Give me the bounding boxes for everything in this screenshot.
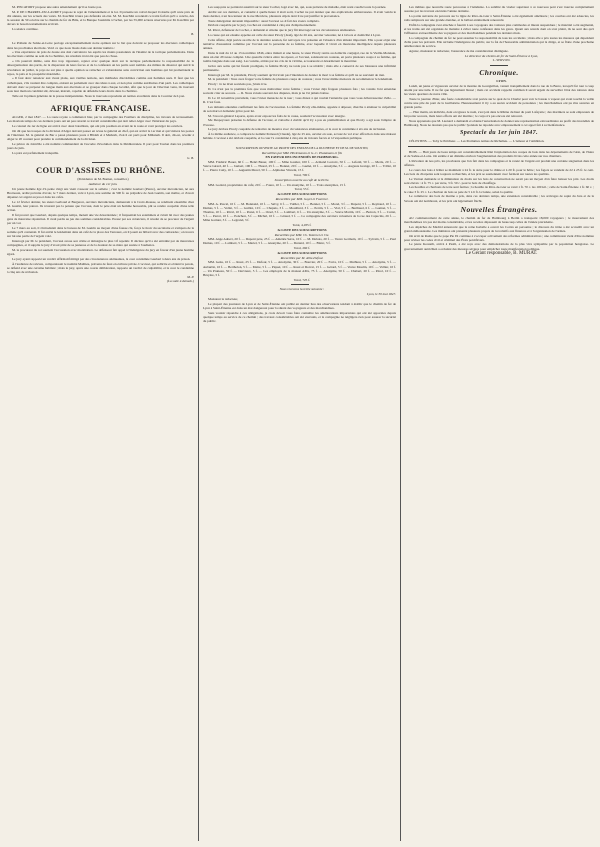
divider xyxy=(92,162,110,163)
paragraph: Nous apprenons que M. Léonard a demandé et obtenu l'autorisation de donner une représentation extraordinaire au profit des incendiés de Hambourg. Nous ne doutons pas que le public lyonnais ne réponde avec empressement à cet appel fait à sa bienfaisance. xyxy=(404,118,594,128)
paragraph: Les soupçons se portèrent aussitôt sur le sieur Cochet, logé avec lui, qui, sous prétexte de maladie, était resté couché toute la journée. xyxy=(208,5,387,9)
paragraph: Telle est l'opinion générale de la presse indépendante. Nous la trouvons reproduite en termes excellents dans le Courrier de Lyon. xyxy=(12,93,185,98)
paragraph: M. le procureur du roi soutient l'accusation avec modération. Le défenseur fait appel à l'indulgence du jury en faveur d'un jeune homme égaré. xyxy=(7,247,194,257)
column-3 xyxy=(404,5,594,841)
paragraph: Cette affaire, déjà portée au rôle de la dernière session, fut renvoyée à la présente en l'absence d'un témoin important. Elle a pour objet une tentative d'assassinat commise par l'accusé sur la personne de sa femme, avec laquelle il vivait en mauvaise intelligence depuis plusieurs années. xyxy=(203,37,396,50)
divider xyxy=(291,284,309,285)
paragraph: Le Vernon demande si la diminution de droits sur les bois de construction ne serait pas un moyen d'en faire baisser les prix. Les droits sont élevés : 4 fr. 75 c. par stère, 3 fr. 50 c. pour le bois de chauffage. xyxy=(404,176,594,185)
signature: G. B. xyxy=(187,155,194,160)
subscription-total: Total, 260 f. xyxy=(293,246,311,251)
spectacle-heading: Spectacle du 1er juin 1847. xyxy=(460,130,538,137)
column-2 xyxy=(203,5,396,841)
letter-signature-name: L. SERVON. xyxy=(492,58,511,63)
subscription-total: Total, 4,185 f. xyxy=(292,223,312,228)
paragraph: Toute la journée d'hier, une foule considérable s'est portée sur le quai de la Charité pour voir le bateau à vapeur qui avait touché la veille contre une pile du pont de la Guillotière. Heureusement il n'y a eu aucun accident de personnes ; les marchandises ont pu être sauvées en grande partie. xyxy=(404,96,594,110)
paragraph: Il fut prouvé que Gaubert, depuis quelque temps, menait une vie désordonnée ; il fréquentait les estaminets et s'était lié avec des jeunes gens de mauvaise réputation. Il avait perdu au jeu des sommes considérables. Pressé par ses créanciers, il résolut de se procurer de l'argent par un vol. xyxy=(7,212,194,226)
letter-date: Lyon, le 30 mai 1847. xyxy=(366,292,396,297)
paragraph: Monsieur le rédacteur, xyxy=(208,296,239,301)
paragraph: M. l'avocat-général Laporte, après avoir exposé les faits de la cause, soutient l'accusation avec énergie. xyxy=(208,113,346,118)
subscription-list: MM. Godard, propriétaire du café, 20 f. — Faure, 10 f. — Un anonyme, 10 f. — Trois anonymes, 15 f. xyxy=(208,182,346,187)
subscription-list: MM. Genu, 10 f. — Roux, 25 f. — Dufour, 5 f. — Anonyme, 30 f. — Bouvier, 20 f. — Favre, 10 f. — Mathieu, 5 f. — Anonyme, 5 f. — Auburtin, 10 f. — Bertholon, 5 f. — Maire, 5 f. — Piquet, 10 f. — Roux et Dorvet, 15 f. — Gérard, 5 f. — Veuve Moulin, 10 f. — Vallier, 10 f. — Un Pruneau, 50 f. — Dervieux, 5 f. — Les employés de la maison Allix, 75 f. — Anonyme, 50 f. — Chabert, 20 f. — Pérol, 10 f. — Bruyère, 5 f. xyxy=(203,260,396,277)
paragraph: D. Le 10 novembre précédent, vous l'aviez menacée de la tuer ; vous disiez à qui voulait l'entendre que vous vous débarrasseriez d'elle. — R. C'est faux. xyxy=(203,95,396,104)
paragraph: On écrit de Rome que le pape Pie IX continue à s'occuper activement des réformes administratives ; une commission vient d'être nommée pour réviser les codes civil et criminel des États pontificaux. xyxy=(404,233,594,242)
paragraph: Grâce aux soins qui lui furent prodigués, la femme Picoly ne tarda pas à se rétablir ; mais elle a conservé de ses blessures une infirmité permanente. xyxy=(203,63,396,72)
section-heading-chronique: Chronique. xyxy=(479,68,519,78)
section-heading-nouvelles: Nouvelles Étrangères. xyxy=(460,204,538,214)
section-heading-afrique: AFRIQUE FRANÇAISE. xyxy=(50,103,151,114)
spectacle-listing: CÉLESTINS. — Toby le Prêcheur. — Les Premières Armes de Richelieu. — L'Amour et l'Ambition. xyxy=(409,138,545,143)
paragraph: Interrogé par M. le président, l'accusé avoue son crime et témoigne le plus vif repentir. Il déclare qu'il a été entraîné par de mauvaises compagnies, et il supplie le jury d'avoir pitié de sa jeunesse et de la douleur de sa mère qui assiste à l'audience. xyxy=(7,239,194,248)
paragraph: Le jury déclare Picoly coupable de tentative de meurtre avec circonstances atténuantes, et la cour le condamne à six ans de réclusion. xyxy=(208,127,386,132)
signature: M. P. xyxy=(187,274,194,279)
paragraph: M. le président : Vous avez frappé votre femme de plusieurs coups de couteau ; vous l'avez même menacée de recommencer le lendemain. xyxy=(208,77,394,82)
paragraph: Dans la nuit du 12 au 13 novembre 1846, entre minuit et une heure, le sieur Picoly rentra au domicile conjugal, rue de la Vieille-Monnaie, dans un état d'ivresse complet. Une querelle s'éleva entre les époux, et l'accusé, saisissant un couteau, en porta plusieurs coups à sa femme, qui tomba baignée dans son sang. Les voisins, attirés par les cris de la victime, accoururent et désarmèrent le meurtrier. xyxy=(203,50,396,64)
paragraph: Déclaré coupable par le jury, Cochet est condamné à cinq ans d'emprisonnement. xyxy=(208,23,317,28)
paragraph: On dit que les troupes de la division d'Alger doivent passer en revue le général en chef, qui est arrivé le 1er mai et qui visitera les postes de l'intérieur. M. le général de Bar a passé plusieurs jours à Blidah et à Médéah, d'où il est parti pour Milianah. Il doit, dit-on, revenir à Alger le 20 courant pour prendre le commandement de la division. xyxy=(7,128,194,142)
paragraph: Les houilles et charbons de terre sont fermes ; la houille de Rive-de-Gier se vend 1 fr. 70 c. les 100 kil. ; celle de Saint-Étienne 1 fr. 60 c. ; le coke 3 fr. 25 c. Le charbon de bois se paie de 5 à 6 fr. la banne, selon la qualité. xyxy=(404,185,594,194)
paragraph: Le prince de Joinville a été nommé commandant de l'escadre d'évolution dans la Méditerranée. Il part pour Toulon dans les premiers jours de juin. xyxy=(7,142,194,151)
subscription-heading: 3e LISTE DES SOUSCRIPTIONS xyxy=(277,227,327,232)
paragraph: Lundi, un jeune et vigoureux ouvrier de la montée du Gourguillon, venant tranquillement dans la rue de la Barre, lorsqu'il fut tout à coup atteint par une tuile. Il ne fut que légèrement blessé ; mais cet accident rappelle combien il serait urgent de surveiller l'état des toitures dans les vieux quartiers de notre ville. xyxy=(404,83,594,97)
column-rule xyxy=(198,4,199,841)
paragraph: La paix est parfaitement tranquille. xyxy=(12,150,59,155)
paragraph: Enfin la compagnie s'est attachée à fournir à ses voyageurs des voitures plus commodes et mieux suspendues ; le matériel a été augmenté, et les trains ont été organisés de manière à éviter toute confusion dans les gares. Quant aux retards dont on s'est plaint, ils ne sont dus qu'à l'affluence extraordinaire des voyageurs et des marchandises pendant les derniers mois. xyxy=(404,22,594,36)
divider xyxy=(291,143,309,144)
subscription-heading: SOUSCRIPTION OUVERTE AU PROFIT DES ENFANS DE LA DUCHESSE ET DE M. DE SOUSTIN, xyxy=(235,145,369,150)
subscription-heading: Souscription ouverte au café de la Perle. xyxy=(274,177,330,182)
paragraph: M. PISCATORY propose une autre amendement qu'il se borne pas. xyxy=(12,5,102,9)
paragraph: La compagnie du chemin de fer ne peut assumer la responsabilité de tous les accidents ; mais elle a pris toutes les mesures qui dépendent d'elle pour les prévenir. Elle réclame l'indulgence du public, sur la foi de l'honorable administration qui la dirige, et se flatte d'une prochaine amélioration du service. xyxy=(404,35,594,49)
subscription-total: Total, 700 f. xyxy=(293,173,311,178)
paragraph: D. Ce n'est pas la première fois que vous maltraitiez votre femme ; vous l'aviez déjà frappée plusieurs fois ; les voisins l'ont entendue souvent crier au secours. — R. Nous avions souvent des disputes, mais je ne l'ai jamais battue. xyxy=(203,86,396,96)
paragraph: Le 12 février dernier, les sieurs Gerbaud et Bergeron, ouvriers mécaniciens, demeurant à la Croix-Rousse, se rendirent ensemble chez M. Guérin, leur patron. Ils n'eurent pas la pensée que l'accusé, dont le père était un homme honorable, pût se rendre coupable d'une telle action. xyxy=(7,199,194,213)
divider xyxy=(490,65,508,66)
column-rule xyxy=(400,4,401,841)
subscription-subheading: Recueillies par M. Allix-Defour. xyxy=(280,255,324,260)
city-heading: LYON. xyxy=(496,79,507,84)
paragraph: Un jeune homme âgé d'à peine vingt ans vient s'asseoir sur la sellette ; c'est le nommé Gaubert (Pierre), ouvrier mécanicien, né aux Brotteaux, arrêté prévenu d'avoir, le 7 mars dernier, volé à Lyon, une somme de 500 fr. au préjudice de Jean Guérin, son maître, et d'avoir dépensé cet argent au jeu et dans les cafés. xyxy=(7,186,194,200)
paragraph: BOIS. — Huit jours de beau temps ont considérablement hâté l'exploitation des coupes de bois dans les départements de l'Ain, de l'Isère et de Saône-et-Loire. On estime à un dixième environ l'augmentation des produits livrés cette année sur nos chantiers. xyxy=(404,149,594,158)
paragraph: À la même audience, a comparu le nommé Pernoud (Claude), âgé de 25 ans, ouvrier en soie, accusé de vol avec effraction dans une maison habitée. L'accusé a été déclaré coupable, et la cour l'a condamné à cinq ans de travaux forcés et à l'exposition publique. xyxy=(203,132,396,141)
paragraph: Le jury ayant rapporté un verdict affirmatif mitigé par des circonstances atténuantes, la cour condamne Gaubert à deux ans de prison. xyxy=(12,256,191,261)
paragraph: M. P. DE CHARREL-DU-LAURET propose le rejet de l'amendement et la loi. Il présente un calcul duquel il résulte qu'il reste près de dix années, sur les actuels des vœux. M. Kœchlin n'aura pas défendre un état. M. M. Kœchlin reconnaît ce traité forfait qu'il a conclu, dès la session du 50 octobre sur le chemin de fer de Bâle, et la Banque l'assimile à l'achat, par les 55,000 actions réservées par M. Kœchlin par devers le besoin testamentaire écrivait. xyxy=(7,9,194,27)
paragraph: Le commerce des bois de marine a pris, dans ces derniers temps, une extension considérable ; les arrivages de sapin du Jura et de la Savoie ont été nombreux, et les prix ont légèrement fléchi. xyxy=(404,194,594,203)
subscription-subheading: Recueillies par MM. Ch. Taternet et Cie. xyxy=(274,232,330,237)
paragraph: Le plupart des journaux de Lyon et de Saint-Étienne ont publié en dernier lieu des observations tendant à établir que le chemin de fer de Lyon à Saint-Étienne est dans un état dangereux pour la sûreté des voyageurs et des marchandises. xyxy=(203,301,396,310)
column-1 xyxy=(7,5,194,841)
paragraph: — Hier matin, un individu, dont on ignore le nom, s'est jeté dans le Rhône du haut du pont Lafayette ; des mariniers se sont empressés de lui porter secours, mais leurs efforts ont été inutiles ; le corps n'a pas encore été retrouvé. xyxy=(404,109,594,119)
paragraph: Sans vouloir répondre à ces allégations, je crois devoir vous faire connaître les améliorations importantes qui ont été apportées depuis quelque temps au service de ce chemin ; des travaux considérables ont été exécutés, et la compagnie ne négligera rien pour assurer la sécurité du public. xyxy=(203,310,396,323)
subscription-title: EN FAVEUR DES INCENDIÉS DE HAMBOURG. xyxy=(265,155,339,160)
paragraph: L'élévation de nos prix, les provisions que l'on fait dans les campagnes et la rareté de l'argent ont produit une certaine stagnation dans les affaires. xyxy=(404,158,594,167)
paragraph: Me Despeyroux présente la défense de l'accusé, et s'attache à établir qu'il n'y a pas eu préméditation et que Picoly a agi sous l'empire de l'ivresse. xyxy=(203,118,396,127)
subscription-total: Total, 55 f. xyxy=(294,187,310,192)
paragraph: La cause qui est ensuite appelée est celle du sieur Picoly (Jean), âgé de 26 ans, ouvrier veloutier, né à Givors et domicilié à Lyon. xyxy=(208,32,381,37)
continued-note: (La suite à demain.) xyxy=(167,279,194,284)
paragraph: M. Rivet, défenseur de Cochet, a demandé et obtenu que le jury fût interrogé sur les circonstances atténuantes. xyxy=(208,28,356,33)
court-presidence: (Présidence de M. Bonnet, conseiller.) xyxy=(77,177,129,182)
paragraph: Interrogé par M. le président, Picoly soutient qu'il n'avait pas l'intention de donner la mort à sa femme et qu'il ne se souvient de rien. xyxy=(208,72,385,77)
paragraph: « On pourrait même, sans être trop rigoureux, rejeter avec quelque droit sur la tactique parlementaire la responsabilité de la désorganisation des partis, de la dispersion de leurs forces et de la confusion où les partis sont tombés. Au milieu du désarroi qui suivit la révolution de juillet, le pays ne sut plus à quelle opinion se rattacher et s'abandonna sans conviction aux hommes qui lui promettaient le repos, la paix et la prospérité matérielle. xyxy=(7,59,194,76)
divider xyxy=(92,100,110,101)
paragraph: À l'audience de relevée, comparaissait le nommé Mathieu, prévenu de faux en écriture privée. L'accusé, qui sollicite et obtient la parole, se défend avec une certaine habileté ; mais le jury, après une courte délibération, rapporte un verdict de culpabilité, et la cour le condamne à cinq ans de réclusion. xyxy=(7,261,194,274)
paragraph: AU commencement de cette année, le chemin de fer de Hambourg à Berlin a transporté 18,000 voyageurs ; le mouvement des marchandises n'a pas été moins considérable, et les recettes dépassent de beaucoup celles de l'année précédente. xyxy=(404,215,594,224)
letter-signature: Le directeur du chemin de fer de Saint-Étienne à Lyon, xyxy=(464,53,539,58)
paragraph: ALGER, 2 mai 1847. — La route royale a commencé hier, par la compagnie des Fusiliers de discipline, les travaux de terrassement. Les mauvais temps de ces derniers jours ont un peu retardé ce travail considérable qui doit relier Alger avec l'intérieur du pays. xyxy=(7,115,194,124)
subscription-list: MM. Frédéric Bauer, 60 f. — Henri Bauer, 100 f. — Mme Gautier, 100 f. — Armand Lacroix, 50 f. — Laforêt, 50 f. — Merle, 20 f. — Veuve Girard, 40 f. — Jaubert, 100 f. — Thorel, 25 f. — Bonnet, 20 f. — Guéné, 10 f. — Anonyme, 5 f. — Auguste Grange, 20 f. — Trillat, 10 f. — Pierre Cuny, 10 f. — Augustin Morel, 50 f. — Alphonse Vincent, 15 f. xyxy=(203,160,396,173)
section-heading-cour-assises: COUR D'ASSISES DU RHÔNE. xyxy=(35,165,166,176)
paragraph: La séance continue. xyxy=(12,26,39,31)
subscription-subheading: Recueillies par MM. Hévlemanns et G.-C. Platamann et fils xyxy=(262,150,342,155)
paragraph: « Une expérience de près de douze ans doit convaincre les esprits les moins passionnés de l'inanité de la tactique parlementaire. Dans les élections comme au sein de la chambre, les résultats n'ont été que peu de chose. xyxy=(7,50,194,59)
paragraph: Agréez, monsieur le rédacteur, l'assurance de ma considération distinguée. xyxy=(409,48,509,53)
letter-heading: Nous recevons la lettre suivante : xyxy=(279,287,325,292)
signature: B. xyxy=(191,31,194,36)
paragraph: Les dépêches de Madrid annoncent que la reine Isabelle a ouvert les Cortès en personne ; le discours du trône a été accueilli avec un grand enthousiasme. Les ministres ont présenté plusieurs projets de loi relatifs aux finances et à l'organisation de l'armée. xyxy=(404,224,594,233)
paragraph: La partie suivante du parcours sur la ligne de Rive-de-Gier à Saint-Étienne a été également améliorée ; les courbes ont été adoucies, les rails remplacés sur une grande étendue, et le ballast entièrement renouvelé. xyxy=(404,13,594,23)
paragraph: Le 7 mars au soir, il s'introduisit dans le bureau de M. Guérin au moyen d'une fausse clé, força le tiroir du secrétaire et s'empara de la somme qu'il contenait. Il fut arrêté le lendemain dans un café de la place des Terreaux, où il jouait au billard avec des camarades ; on trouva sur lui une partie de l'argent volé. xyxy=(7,226,194,239)
paragraph: Les mêmes que nouvelle route parcourue à l'Ainduize. La solidité du viaduc supérieur à ce nouveau pont s'est trouvée complétement assurée par les travaux exécutés l'année dernière. xyxy=(404,5,594,14)
subscription-heading: 2e LISTE DES SOUSCRIPTIONS xyxy=(277,192,327,197)
court-date: Audience du 1er juin. xyxy=(88,182,118,187)
paragraph: « Il faut donc renoncer aux vieux plans, aux vieilles notions, aux méthodes discréditées comme aux hommes usés. Il faut que les catholiques, s'ils veulent être comptés, entrent au parlement avec des idées à eux, et non plus comme auxiliaires d'un parti. Les catholiques doivent donc se préparer de longue main aux élections et se grouper dans chaque localité, afin que le jour de l'élection venu, ils trouvent sous leur main un candidat sûr, dévoué, instruit, capable de défendre leurs droits dans la chambre. xyxy=(7,76,194,93)
divider xyxy=(92,38,110,39)
subscription-total: Total, 725 f. xyxy=(293,277,311,282)
paragraph: Les témoins entendus confirment les faits de l'accusation. La femme Picoly elle-même, appelée à déposer, cherche à atténuer la culpabilité de son mari et demande grâce pour lui. xyxy=(203,104,396,113)
paragraph: Arrêté sur ces derniers, et consulté à quelle heure il était sorti, Cochet ne put donner que des explications embarrassées. Il avait vendu le mois dernier, à un brocanteur de la rue Mercière, plusieurs objets dont il ne put justifier la provenance. xyxy=(203,9,396,18)
subscription-list: MM. Ange Aubert, 20 f. — Dupont père, 25 f. — Amédée Serre, 10 f. — M. Dubois, 20 f. — Veuve Germain, 10 f. — Sylvain, 5 f. — Paul Dumas, 10 f. — Lambert, 5 f. — Martel, 5 f. — Anonyme, 20 f. — Durand, 10 f. — Blanc, 5 f. xyxy=(203,237,396,246)
subscription-subheading: Recueillies par MM. Goyet et Fournier. xyxy=(275,196,329,201)
horizontal-rule xyxy=(408,146,590,147)
paragraph: Picoly : Je ne m'en souviens pas, j'étais ivre. xyxy=(208,82,268,87)
subscription-heading: 4e LISTE DES SOUSCRIPTIONS xyxy=(277,250,327,255)
gerant-signature: Le Gérant responsable, B. MURAT. xyxy=(465,251,538,257)
paragraph: Toute dénégation devenait impossible : aussi l'accusé a-t-il fait des aveux complets. xyxy=(208,18,320,23)
subscription-list: MM. A. Pascal, 10 f. — M. Bonnand, 10 f. — Salvy, 6 f. — Vuiller, 5 f. — Bonnet, 5 f. — Morel, 3 f. — Dupont, 5 f. — Reynaud, 10 f. — Dumas, 5 f. — Vollat, 3 f. — Guillot, 10 f. — Chapuis, 3 f. — Mouillard, 3 f. — Perrin, 5 f. — Vial, 5 f. — Berthaud, 6 f. — Gonnet, 5 f. — Thomas, 10 f. — Rival, 10 f. — Ponet, 6 f. — Orsel, 5 f. — Lambert, 6 f. — Un anonyme, 3 f. — Veuve Martin, 10 f. — Boiron, 3 f. — Curtet, 5 f. — Perret, 10 f. — Ponchon, 5 f. — Michel, 10 f. — Giraud, 5 f. — La compagnie des ouvriers veloutiers de la rue des Capucins, 26 f. — Mme Garnier, 3 f. — Legrand, 3 f. xyxy=(203,201,396,223)
paragraph: Le colonel du 1er de ligne est arrivé avec deux bataillons, qui ont pris position en avant de la route et vont protéger les ouvriers. xyxy=(12,124,184,129)
paragraph: Le Prélude de Saône-et-Loire portage exceptionnellement notre opinion sur le but que doivent se proposer les électeurs catholiques dans les prochaines élections. Voici ce que nous lisons dans son dernier numéro : xyxy=(7,41,194,50)
paragraph: Le cours des bois à brûler se maintient à 24 fr. le stère pour le chêne et à 20 fr. pour le hêtre ; les fagots se vendent de 22 à 25 fr. le cent. Les bois de charpente sont toujours recherchés, et les prix se soutiennent avec fermeté sur toutes les qualités. xyxy=(404,167,594,176)
paragraph: Le jeune Kossuth, arrivé à Pesth, a été reçu avec des démonstrations de la plus vive sympathie par la population hongroise. Le gouvernement autrichien a ordonné des mesures sévères pour empêcher toute manifestation politique. xyxy=(404,242,594,251)
